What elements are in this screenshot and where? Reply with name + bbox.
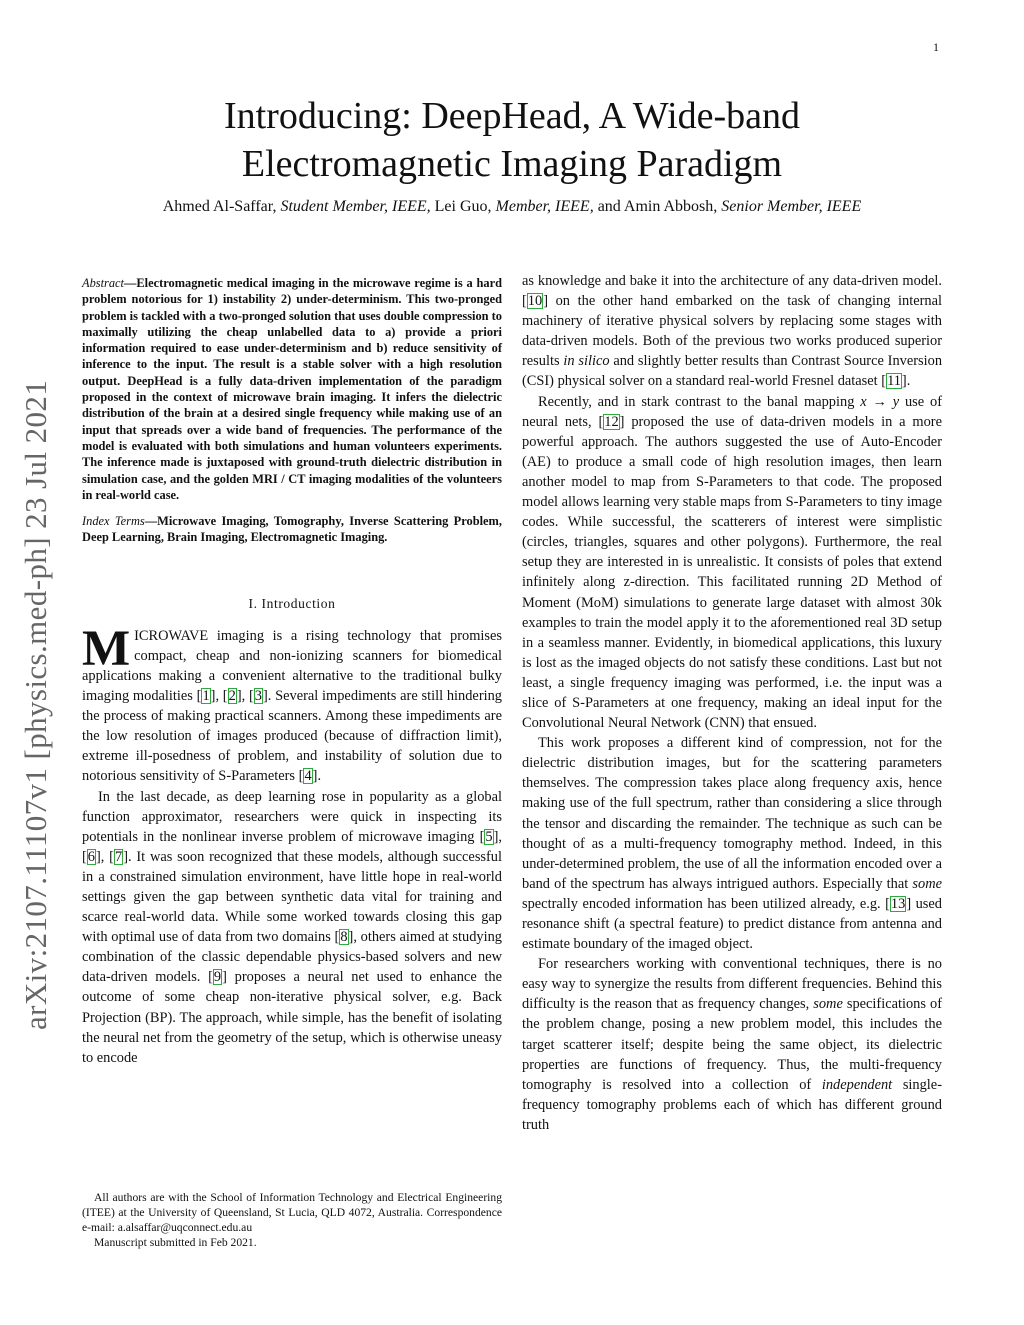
citation-link[interactable]: 13 — [890, 895, 906, 912]
inline-math: x → y — [860, 393, 900, 410]
intro-p1-text-a: imaging is a rising technology that promises compact, cheap and non-ionizing scanners for biomedical applications making a convenient alternative to the traditional bulky imaging modalities — [82, 627, 502, 705]
footnote-submission: Manuscript submitted in Feb 2021. — [94, 1236, 257, 1250]
right-p2-text-a: Recently, and in stark contrast to the banal mapping — [538, 393, 861, 410]
intro-p1-text-c: . — [317, 768, 322, 785]
right-p1-emphasis: in silico — [563, 353, 610, 370]
right-paragraph-4 — [522, 954, 942, 1135]
right-p4-text-a: For researchers working with conventional techniques, there is no easy way to synergize the results from different frequencies. Behind this difficulty is the reason that as frequency changes, — [522, 956, 942, 1013]
section-heading-introduction: I. Introduction — [248, 595, 336, 611]
page-number: 1 — [933, 40, 939, 54]
intro-paragraph-2: In the last decade, as deep learning rose in popularity as a global function approximator, researchers were quick in inspecting its potentials in the nonlinear inverse problem of microwave imaging [5], [6], [7]. It was soon recognized that these models, although successful in a constrained simulation environment, have little hope in real-world settings given the gap between synthetic data vital for training and scarce real-world data. While some worked towards closing this gap with optimal use of data from two domains [8], others aimed at studying combination of the classic dependable physics-based solvers and new data-driven models. [9] proposes a neural net used to enhance the outcome of some cheap non-iterative physical solver, e.g. Back Projection (BP). The approach, while simple, has the benefit of isolating the neural net from the geometry of the setup, which is otherwise uneasy to encode — [82, 788, 503, 1066]
citation-link[interactable]: 9 — [213, 969, 222, 986]
left-column — [82, 275, 502, 1068]
intro-paragraph-1: MICROWAVE imaging is a rising technology that promises compact, cheap and non-ionizing scanners for biomedical applications making a convenient alternative to the traditional bulky imaging modalities [1], [2], [3]. Several impediments are still hindering the process of making practical scanners. Among these impediments are the low resolution of images produced (because of diffraction limit), extreme ill-posedness of problem, and instability of solution due to notorious sensitivity of S-Parameters [4]. — [82, 620, 502, 785]
right-p1-text-b: on the other hand embarked on the task of changing internal machinery of iterative physical solvers by replacing some stages with data-driven models. Both of the previous two works produced superior results — [522, 293, 942, 370]
index-terms-text: —Microwave Imaging, Tomography, Inverse Scattering Problem, Deep Learning, Brain Imaging, Electromagnetic Imaging. — [82, 514, 502, 545]
citation-link[interactable]: 7 — [114, 848, 123, 865]
right-p1-text-a: as knowledge and bake it into the architecture of any data-driven model. — [522, 273, 942, 289]
abstract-text: —Electromagnetic medical imaging in the microwave regime is a hard problem notorious for 1) instability 2) under-determinism. This two-pronged problem is tackled with a two-pronged solution that uses double compression to maximally utilizing the cheap unlabelled data to a) provide a priori information required to ease under-determinism and b) reduce sensitivity of inference to the input. The result is a stable solver with a high resolution output. DeepHead is a fully data-driven implementation of the paradigm proposed in the context of microwave brain imaging. It infers the dielectric distribution of the brain at a desired single frequency while making use of an input that spreads over a wide band of frequencies. The performance of the model is evaluated with both simulations and human volunteers experiments. The inference made is juxtaposed with ground-truth dielectric distribution in simulation case, and the golden MRI / CT imaging modalities of the volunteers in real-world case. — [82, 276, 502, 502]
author-3-role: Senior Member, IEEE — [721, 198, 862, 215]
right-p2-text-b: use of neural nets, — [522, 393, 942, 430]
right-paragraph-3: This work proposes a different kind of compression, not for the dielectric distribution images, but for the scattering parameters themselves. The compression takes place along frequency axis, hence making use of the full spectrum, rather than considering a slice through the tensor and discarding the remainder. The technique as such can be thought of as a multi-frequency tomography method. Indeed, in this under-determined problem, the use of all the information encoded over a band of the spectrum has always intrigued authors. Especially that some spectrally encoded information has been utilized already, e.g. [13] used resonance shift (a spectral feature) to predict distance from antenna and estimate boundary of the imaged object. — [522, 735, 942, 953]
footnote — [82, 1190, 502, 1250]
citation-link[interactable]: 12 — [604, 413, 619, 430]
citation-link[interactable]: 6 — [87, 848, 95, 865]
right-p1-text-c: and slightly better results than Contrast Source Inversion (CSI) physical solver on a standard real-world Fresnel dataset — [522, 353, 943, 390]
intro-p2-text-b: . It was soon recognized that these models, although successful in a constrained simulation environment, have little hope in real-world settings given the gap between synthetic data vital for training and scarce real-world data. While some worked towards closing this gap with optimal use of data from two domains — [82, 848, 503, 946]
author-3: and Amin Abbosh, — [597, 198, 718, 215]
right-p4-text-b: specifications of the problem change, posing a new problem model, this includes the target scatterer itself; despite being the same object, its dielectric properties are functions of frequency. Thus, the multi-frequency tomography is resolved into a collection of — [522, 996, 942, 1093]
citation-link[interactable]: 3 — [254, 688, 262, 705]
citation-link[interactable]: 2 — [228, 688, 236, 705]
right-column — [522, 271, 942, 1135]
right-paragraph-1: as knowledge and bake it into the architecture of any data-driven model. [10] on the other hand embarked on the task of changing internal machinery of iterative physical solvers by replacing some stages with data-driven models. Both of the previous two works produced superior results in silico and slightly better results than Contrast Source Inversion (CSI) physical solver on a standard real-world Fresnel dataset [11]. — [522, 273, 943, 390]
title-line-2: Electromagnetic Imaging Paradigm — [241, 143, 783, 185]
right-p3-emphasis: some — [912, 875, 942, 892]
right-p4-text-c: single-frequency tomography problems each of which has different ground truth — [522, 1076, 942, 1133]
citation-link[interactable]: 1 — [202, 688, 210, 705]
author-1-role: Student Member, IEEE, — [280, 198, 431, 215]
paper-title — [100, 92, 924, 188]
drop-cap: M — [82, 620, 131, 677]
arxiv-identifier-stamp: arXiv:2107.11107v1 [physics.med-ph] 23 Jul 2021 — [18, 379, 53, 1030]
right-paragraph-2: Recently, and in stark contrast to the banal mapping x → y use of neural nets, [12] proposed the use of data-driven models in a more powerful approach. The authors suggested the use of Auto-Encoder (AE) to produce a small code of high resolution images, then learn another model to map from S-Parameters to that code. The proposed model allows learning very stable maps from S-Parameters to tiny image codes. While successful, the scatterers of interest were simplistic (circles, triangles, squares and other polygons). Furthermore, the real setup they are interested in is unrealistic. It consists of poles that extend infinitely along z-direction. This facilitated running 2D Method of Moment (MoM) simulations to generate large dataset with almost 30k examples to train the model apply it to the aforementioned real 3D setup in a seamless manner. Evidently, in biomedical applications, this luxury is lost as the imaged objects do not satisfy these conditions. Last but not least, a single frequency imaging was performed, i.e. the input was a slice of S-Parameters at one frequency, making an ideal input for the Convolutional Neural Network (CNN) that ensued. — [522, 393, 942, 732]
footnote-affiliation: All authors are with the School of Information Technology and Electrical Engineering (ITEE) at the University of Queensland, St Lucia, QLD 4072, Australia. Correspondence e-mail: a.alsaffar@uqconnect.edu.au — [82, 1191, 502, 1235]
author-2: Lei Guo, — [434, 198, 492, 215]
intro-p2-text-c: , others aimed at studying combination of the classic dependable physics-based solvers and new data-driven models. — [82, 929, 502, 986]
right-p4-emphasis-2: independent — [821, 1076, 893, 1093]
right-p2-text-c: proposed the use of data-driven models in a more powerful approach. The authors suggested the use of Auto-Encoder (AE) to produce a small code of high resolution images, then learn another model to map from S-Parameters to that code. The proposed model allows learning very stable maps from S-Parameters to tiny image codes. While successful, the scatterers of interest were simplistic (circles, triangles, squares and other polygons). Furthermore, the real setup they are interested in is unrealistic. It consists of poles that extend infinitely along z-direction. This facilitated running 2D Method of Moment (MoM) simulations to generate large dataset with almost 30k examples to train the model apply it to the aforementioned real 3D setup in a seamless manner. Evidently, in biomedical applications, this luxury is lost as the imaged objects do not satisfy these conditions. Last but not least, a single frequency imaging was performed, i.e. the input was a slice of S-Parameters at one frequency, making an ideal input for the Convolutional Neural Network (CNN) that ensued. — [522, 413, 942, 732]
citation-link[interactable]: 10 — [527, 293, 543, 310]
right-p1-text-d: . — [906, 373, 911, 390]
right-p4-emphasis-1: some — [813, 996, 843, 1013]
index-terms — [82, 513, 502, 546]
abstract-label: Abstract — [82, 276, 124, 290]
abstract — [82, 275, 502, 503]
right-p3-text-b: spectrally encoded information has been utilized already, e.g. — [522, 895, 886, 912]
intro-smallcaps: ICROWAVE — [134, 627, 209, 644]
title-line-1: Introducing: DeepHead, A Wide-band — [223, 95, 801, 137]
introduction-body — [82, 620, 503, 1068]
author-1: Ahmed Al-Saffar, — [162, 198, 277, 215]
author-list — [60, 198, 964, 216]
intro-p1-text-b: . Several impediments are still hindering the process of making practical scanners. Among these impediments are the low resolution of images produced (because of diffraction limit), extreme ill-posedness of problem, and instability of solution due to notorious sensitivity of S-Parameters — [82, 688, 502, 785]
right-p3-text-a: This work proposes a different kind of compression, not for the dielectric distribution images, but for the scattering parameters themselves. The compression takes place along frequency axis, hence making use of the full spectrum, rather than considering a slice through the tensor and discarding the remainder. The technique as such can be thought of as a multi-frequency tomography method. Indeed, in this under-determined problem, the use of all the information encoded over a band of the spectrum has always intrigued authors. Especially that — [522, 735, 942, 892]
intro-p2-text-a: In the last decade, as deep learning rose in popularity as a global function approximator, researchers were quick in inspecting its potentials in the nonlinear inverse problem of microwave imaging — [82, 788, 502, 845]
citation-link[interactable]: 8 — [340, 929, 348, 946]
citation-link[interactable]: 5 — [485, 828, 493, 845]
citation-link[interactable]: 11 — [887, 373, 901, 390]
right-p3-text-c: used resonance shift (a spectral feature) to predict distance from antenna and estimate boundary of the imaged object. — [522, 895, 942, 953]
intro-p2-text-d: proposes a neural net used to enhance the outcome of some cheap non-iterative physical solver, e.g. Back Projection (BP). The approach, while simple, has the benefit of isolating the neural net from the geometry of the setup, which is otherwise uneasy to encode — [82, 969, 503, 1066]
author-2-role: Member, IEEE, — [495, 198, 594, 215]
index-terms-label: Index Terms — [82, 514, 145, 529]
citation-link[interactable]: 4 — [304, 768, 312, 785]
